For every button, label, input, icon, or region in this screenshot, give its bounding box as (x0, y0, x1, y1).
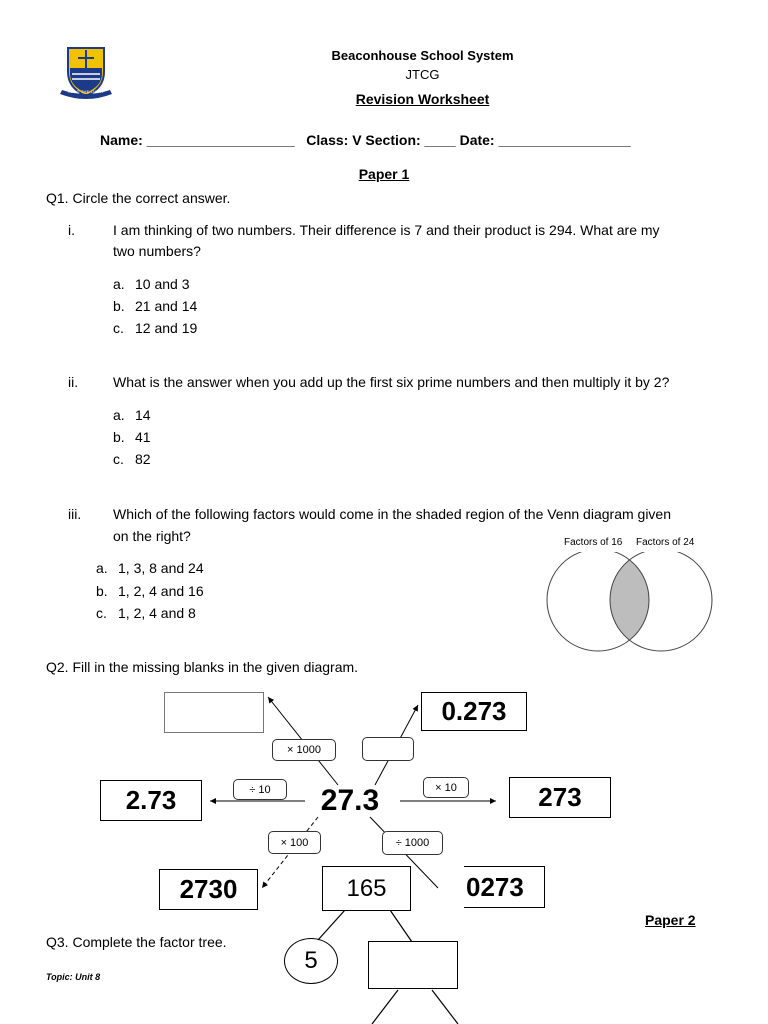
q1-ii-opt-c[interactable]: 82 (135, 451, 151, 467)
value-box-top-right: 0.273 (421, 692, 527, 731)
q1-iii-opt-c[interactable]: 1, 2, 4 and 8 (118, 605, 196, 621)
q1-i-opt-c[interactable]: 12 and 19 (135, 320, 198, 336)
factor-tree-blank-box[interactable] (368, 941, 458, 989)
q1-i-opt-b[interactable]: 21 and 14 (135, 298, 198, 314)
q1-iii-text-cont: on the right? (113, 528, 191, 544)
value-box-bottom-right: 0273 (464, 866, 545, 908)
op-blank-top[interactable] (362, 737, 414, 761)
paper1-label: Paper 1 (358, 166, 410, 182)
paper2-label: Paper 2 (645, 912, 696, 928)
q1-ii-number: ii. (68, 374, 79, 390)
q1-ii-text: What is the answer when you add up the first six prime numbers and then multiply it by 2? (113, 374, 670, 390)
factor-tree-leaf-value: 5 (304, 947, 318, 974)
q1-iii-opt-b[interactable]: 1, 2, 4 and 16 (118, 583, 204, 599)
q1-i-opt-c-letter: c. (113, 320, 124, 336)
q1-iii-opt-a[interactable]: 1, 3, 8 and 24 (118, 560, 204, 576)
q1-ii-opt-b-letter: b. (113, 429, 125, 445)
student-info-line: Name: ___________________ Class: V Section: ____ Date: _________________ (100, 132, 631, 148)
q1-i-text: I am thinking of two numbers. Their difference is 7 and their product is 294. What are my (113, 222, 660, 238)
factor-tree-root (322, 866, 411, 911)
op-divide-10: ÷ 10 (233, 779, 287, 800)
q1-ii-opt-b[interactable]: 41 (135, 429, 151, 445)
blank-box-top-left[interactable] (164, 692, 264, 733)
q1-i-number: i. (68, 222, 75, 238)
center-value: 27.3 (320, 784, 380, 817)
op-times-1000: × 1000 (272, 739, 336, 761)
q1-i-opt-a[interactable]: 10 and 3 (135, 276, 190, 292)
op-times-100: × 100 (268, 831, 321, 854)
topic-footer: Topic: Unit 8 (46, 972, 101, 982)
q1-i-opt-b-letter: b. (113, 298, 125, 314)
op-times-10: × 10 (423, 777, 469, 798)
venn-left-label: Factors of 16 (564, 537, 623, 548)
q1-i-opt-a-letter: a. (113, 276, 125, 292)
q1-iii-opt-b-letter: b. (96, 583, 108, 599)
school-name: Beaconhouse School System (331, 48, 514, 63)
q1-iii-opt-a-letter: a. (96, 560, 108, 576)
q1-ii-opt-a-letter: a. (113, 407, 125, 423)
worksheet-title: Revision Worksheet (355, 91, 490, 107)
logo-motto: LEAD THE LIGHT (68, 89, 104, 94)
q1-prompt: Q1. Circle the correct answer. (46, 190, 231, 206)
q2-prompt: Q2. Fill in the missing blanks in the given diagram. (46, 659, 359, 675)
q1-i-text-cont: two numbers? (113, 243, 201, 259)
op-divide-1000: ÷ 1000 (382, 831, 443, 855)
branch-name: JTCG (405, 67, 440, 82)
value-box-right: 273 (509, 777, 611, 818)
venn-right-label: Factors of 24 (636, 537, 695, 548)
q1-iii-opt-c-letter: c. (96, 605, 107, 621)
q1-ii-opt-a[interactable]: 14 (135, 407, 151, 423)
q1-iii-text: Which of the following factors would come in the shaded region of the Venn diagram given (113, 506, 671, 522)
value-box-left: 2.73 (100, 780, 202, 821)
q1-iii-number: iii. (68, 506, 82, 522)
q3-prompt: Q3. Complete the factor tree. (46, 934, 227, 950)
q1-ii-opt-c-letter: c. (113, 451, 124, 467)
factor-tree-root-value: 165 (346, 874, 387, 902)
factor-tree-leaf-circle (284, 938, 338, 984)
value-box-bottom-left: 2730 (159, 869, 258, 910)
